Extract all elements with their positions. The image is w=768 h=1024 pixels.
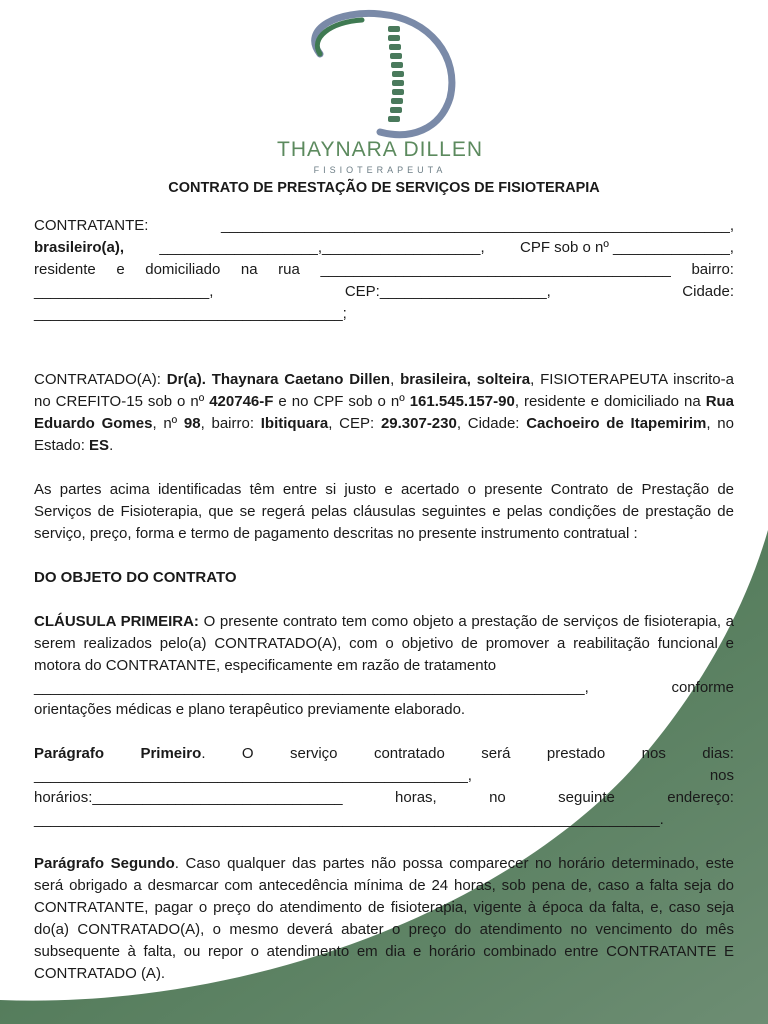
word-conforme: conforme: [671, 679, 734, 696]
contratante-blanks: ___________________,___________________,: [159, 239, 485, 256]
bairro: Ibitiquara: [260, 415, 329, 432]
cidade-blank: _____________________________________;: [34, 305, 347, 322]
clausula1-blank-line: [34, 677, 734, 699]
cep-blank: CEP:____________________,: [344, 283, 551, 300]
section-title-text: DO OBJETO DO CONTRATO: [34, 569, 237, 586]
paragrafo1-line-2: [34, 765, 734, 787]
cpf-text: e no CPF sob o nº: [273, 393, 410, 410]
street-number: 98: [183, 415, 201, 432]
contratante-cpf: CPF sob o nº ______________,: [520, 239, 734, 256]
cep: 29.307-230: [380, 415, 457, 432]
num-label: , nº: [152, 415, 184, 432]
paragrafo-segundo: [34, 853, 734, 985]
endereco-blank: ___________________________________________________________________________.: [34, 811, 664, 828]
brand-logo: [270, 8, 490, 178]
contratado-paragraph: [34, 369, 734, 457]
spine-letter-d-logo: [300, 8, 460, 140]
word-bairro: bairro:: [691, 261, 734, 278]
word-residente: residente: [34, 261, 96, 278]
word: serviço: [290, 745, 338, 762]
word: dias:: [702, 745, 734, 762]
dias-blank: ____________________________________________________,: [34, 767, 472, 784]
paragrafo2-label: Parágrafo Segundo: [34, 855, 175, 872]
paragrafo1-label-1: Parágrafo: [34, 745, 105, 762]
contratante-label: CONTRATANTE:: [34, 217, 149, 234]
word-nos: nos: [709, 767, 734, 784]
contratante-line-1: [34, 215, 734, 237]
state: ES: [89, 437, 110, 454]
paragrafo2-text: . Caso qualquer das partes não possa comparecer no horário determinado, este será obrigado a desmarcar com antecedência mínima de 24 horas, sob pena de, caso a falta seja do CONTRATANTE, pagar o preço do atendimento de fisioterapia, vigente à época da falta, e, caso seja do(a) CONTRATADO(A), o mesmo deverá abater o preço do atendimento no vencimento do mês subsequente à falta, ou repor o atendimento em dia e horário combinado entre CONTRATANTE E CONTRATADO (A).: [34, 855, 734, 982]
contract-body: [34, 215, 734, 985]
street: Rua Eduardo Gomes: [34, 393, 735, 432]
paragrafo1-line-1: Parágrafo Primeiro. O serviço contratado será prestado nos dias:: [34, 743, 734, 765]
end-dot: .: [109, 437, 114, 454]
sep: ,: [390, 371, 401, 388]
tratamento-blank: __________________________________________________________________,: [34, 679, 589, 696]
clausula1-end: orientações médicas e plano terapêutico previamente elaborado.: [34, 701, 466, 718]
city: Cachoeiro de Itapemirim: [526, 415, 707, 432]
contratante-line-2: [34, 237, 734, 259]
contratado-name: Dr(a). Thaynara Caetano Dillen: [166, 371, 391, 388]
word-endereco: endereço:: [667, 789, 734, 806]
section-title: [34, 567, 734, 589]
word-seguinte: seguinte: [558, 789, 615, 806]
word: será: [481, 745, 511, 762]
document-title: CONTRATO DE PRESTAÇÃO DE SERVIÇOS DE FISIOTERAPIA: [168, 180, 600, 196]
paragrafo1-line-3: [34, 787, 734, 809]
word-horas: horas,: [395, 789, 437, 806]
horarios-blank: horários:______________________________: [34, 789, 343, 806]
word: nos: [641, 745, 666, 762]
word: contratado: [373, 745, 445, 762]
contratante-nationality: brasileiro(a),: [34, 239, 125, 256]
city-label: , Cidade:: [456, 415, 527, 432]
word-cidade: Cidade:: [682, 283, 734, 300]
clausula-primeira: [34, 611, 734, 677]
word-domiciliado: domiciliado: [145, 261, 221, 278]
clausula1-text: O presente contrato tem como objeto a prestação de serviços de fisioterapia, a serem realizados pelo(a) CONTRATADO(A), com o objetivo de promover a reabilitação funcional e motora do CONTRATANTE, especificamente em razão de tratamento: [34, 613, 734, 674]
word-na: na: [240, 261, 258, 278]
cep-label: , CEP:: [328, 415, 381, 432]
paragrafo1-label-2: Primeiro: [140, 745, 202, 762]
contratado-role: , FISIOTERAPEUTA inscrito-a no CREFITO-15 sob o nº: [34, 371, 734, 410]
word-rua: rua: [278, 261, 300, 278]
clausula1-label: CLÁUSULA PRIMEIRA:: [34, 613, 199, 630]
res-text: , residente e domiciliado na: [514, 393, 706, 410]
rua-blank: __________________________________________: [320, 261, 671, 278]
state-label: , no Estado:: [34, 415, 734, 454]
bairro-label: , bairro:: [200, 415, 261, 432]
contratado-desc: brasileira, solteira: [400, 371, 531, 388]
contratante-blank: _____________________________________________________________,: [220, 217, 734, 234]
word: prestado: [546, 745, 606, 762]
word: O: [241, 745, 254, 762]
brand-subtitle: FISIOTERAPEUTA: [313, 165, 447, 175]
contratante-line-4: [34, 281, 734, 303]
bairro-blank: _____________________,: [34, 283, 214, 300]
brand-name: THAYNARA DILLEN: [277, 138, 483, 161]
intro-paragraph: As partes acima identificadas têm entre si justo e acertado o presente Contrato de Prestação de Serviços de Fisioterapia, que se regerá pelas cláusulas seguintes e pelas condições de prestação de serviço, preço, forma e termo de pagamento descritas no presente instrumento contratual :: [34, 481, 734, 542]
crefito-number: 420746-F: [209, 393, 274, 410]
word-no: no: [489, 789, 506, 806]
word-e: e: [116, 261, 125, 278]
contratado-label: CONTRATADO(A):: [34, 371, 167, 388]
cpf-number: 161.545.157-90: [409, 393, 515, 410]
contratante-line-3: [34, 259, 734, 281]
